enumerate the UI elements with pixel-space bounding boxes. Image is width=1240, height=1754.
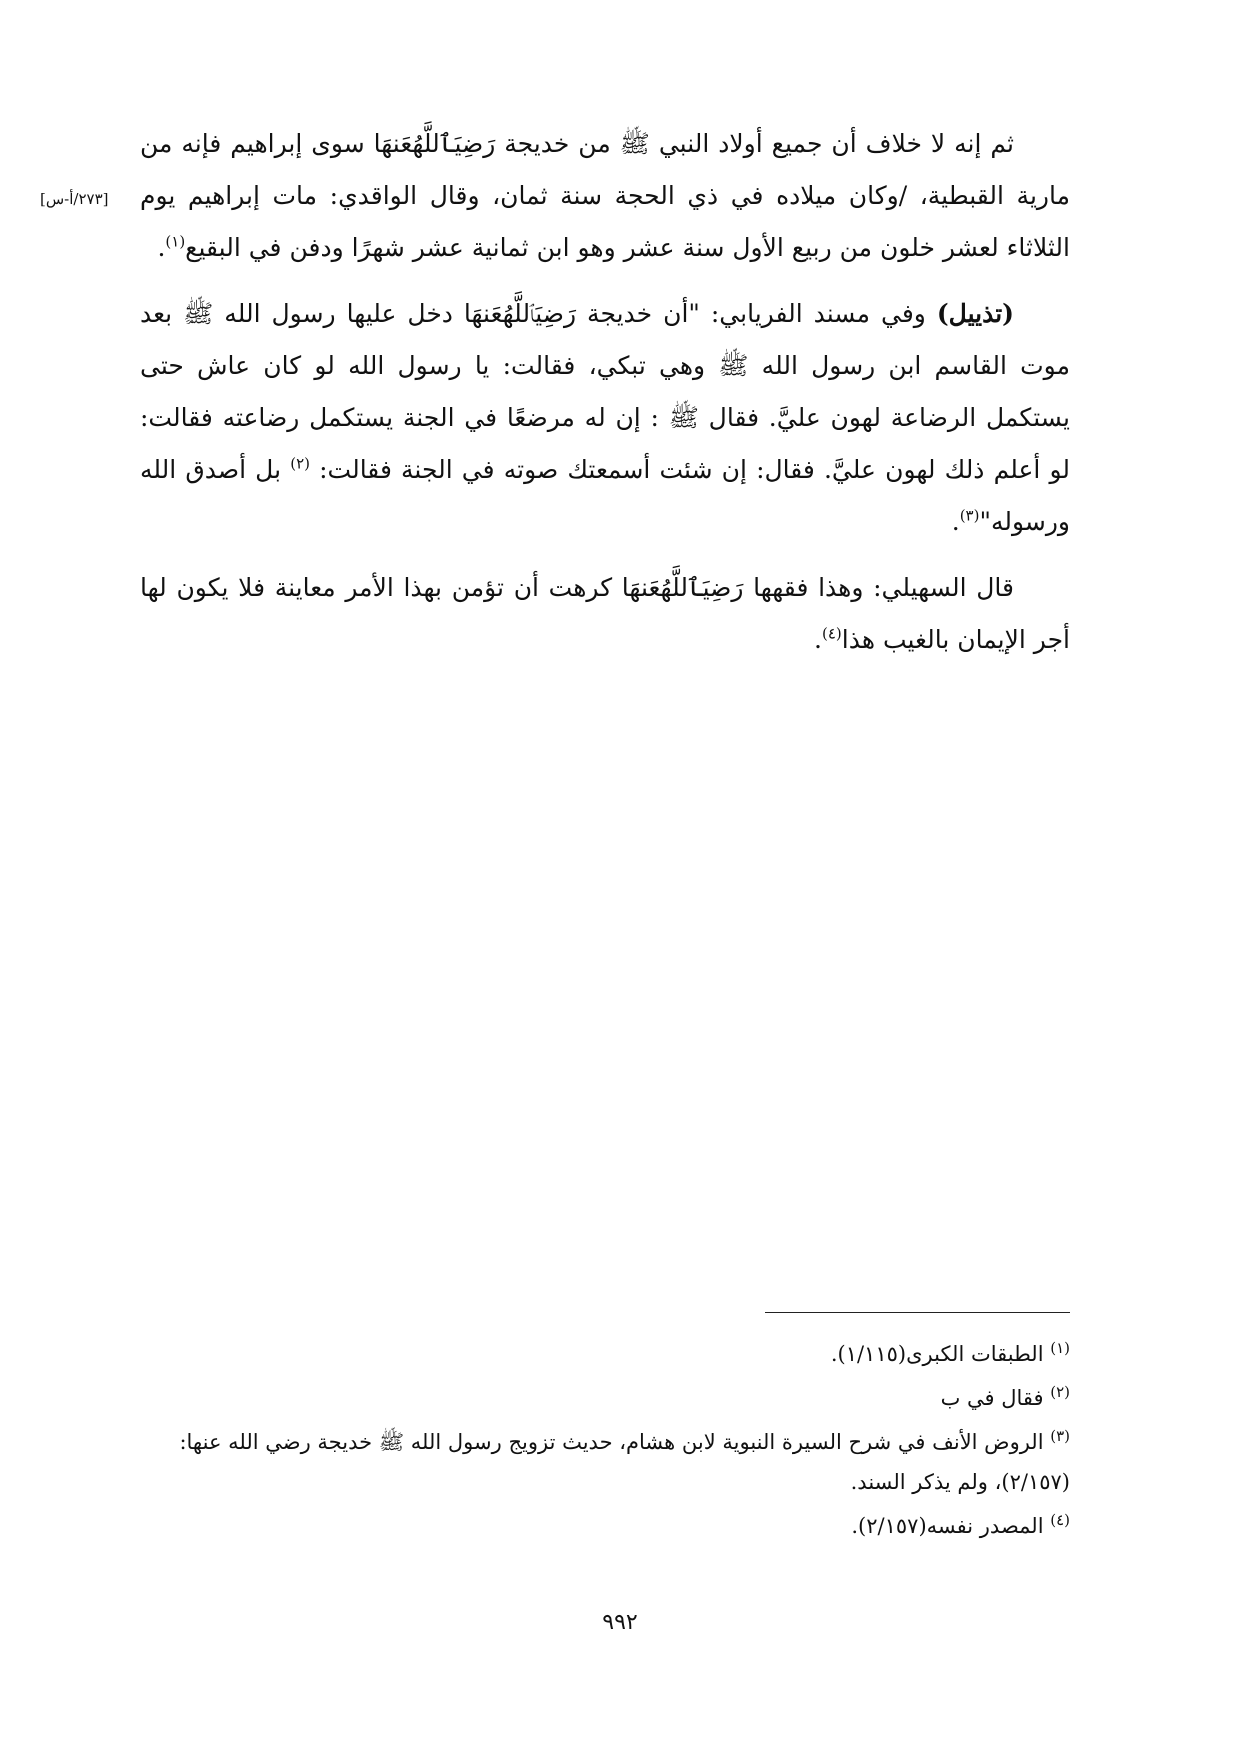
paragraph-3-text: قال السهيلي: وهذا فقهها رَضِيَٱللَّهُعَنهَا كرهت أن تؤمن بهذا الأمر معاينة فلا يكون لها أجر الإيمان بالغيب هذا (140, 573, 1070, 654)
page-number: ٩٩٢ (602, 1610, 638, 1635)
footnote-2 (140, 1378, 1070, 1418)
footnote-ref-4: (٤) (821, 624, 842, 643)
footnote-4 (140, 1506, 1070, 1546)
paragraph-3 (140, 562, 1070, 666)
paragraph-2-text-b: بل أصدق الله ورسوله" (140, 455, 1070, 536)
margin-folio-note: [٢٧٣/أ-س] (40, 190, 109, 208)
footnotes (140, 1330, 1070, 1550)
footnote-text: الطبقات الكبرى(١/١١٥). (830, 1342, 1051, 1366)
footnote-ref-2: (٢) (290, 454, 310, 473)
paragraph-1-text: ثم إنه لا خلاف أن جميع أولاد النبي ﷺ من خديجة رَضِيَٱللَّهُعَنهَا سوى إبراهيم فإنه من مارية القبطية، /وكان ميلاده في ذي الحجة سنة ثمان، وقال الواقدي: مات إبراهيم يوم الثلاثاء لعشر خلون من ربيع الأول سنة عشر وهو ابن ثمانية عشر شهرًا ودفن في البقيع (140, 129, 1070, 262)
paragraph-1 (140, 118, 1070, 274)
footnote-separator (765, 1312, 1070, 1313)
footnote-ref-1: (١) (165, 232, 186, 251)
footnote-text: الروض الأنف في شرح السيرة النبوية لابن هشام، حديث تزويج رسول الله ﷺ خديجة رضي الله عنها: (٢/١٥٧)، ولم يذكر السند. (179, 1430, 1070, 1494)
paragraph-1-end: . (157, 233, 166, 262)
footnote-text: فقال في ب (940, 1386, 1051, 1410)
footnote-1 (140, 1334, 1070, 1374)
tadhyil-heading: (تذييل) (936, 299, 1014, 328)
footnote-text: المصدر نفسه(٢/١٥٧). (851, 1514, 1051, 1538)
footnote-number: (٤) (1050, 1511, 1070, 1529)
footnote-ref-3: (٣) (959, 506, 980, 525)
paragraph-3-end: . (814, 625, 822, 654)
main-text (140, 118, 1070, 680)
footnote-number: (١) (1050, 1339, 1070, 1357)
footnote-number: (٢) (1050, 1383, 1070, 1401)
paragraph-2-end: . (951, 507, 960, 536)
footnote-3 (140, 1422, 1070, 1502)
footnote-number: (٣) (1050, 1427, 1070, 1445)
paragraph-2 (140, 288, 1070, 548)
paragraph-2-text-a: وفي مسند الفريابي: "أن خديجة رَضِيَٱللَّهُعَنهَا دخل عليها رسول الله ﷺ بعد موت القاسم ابن رسول الله ﷺ وهي تبكي، فقالت: يا رسول الله لو كان عاش حتى يستكمل الرضاعة لهون عليَّ. فقال ﷺ : إن له مرضعًا في الجنة يستكمل رضاعته فقالت: لو أعلم ذلك لهون عليَّ. فقال: إن شئت أسمعتك صوته في الجنة فقالت: (140, 299, 1070, 484)
